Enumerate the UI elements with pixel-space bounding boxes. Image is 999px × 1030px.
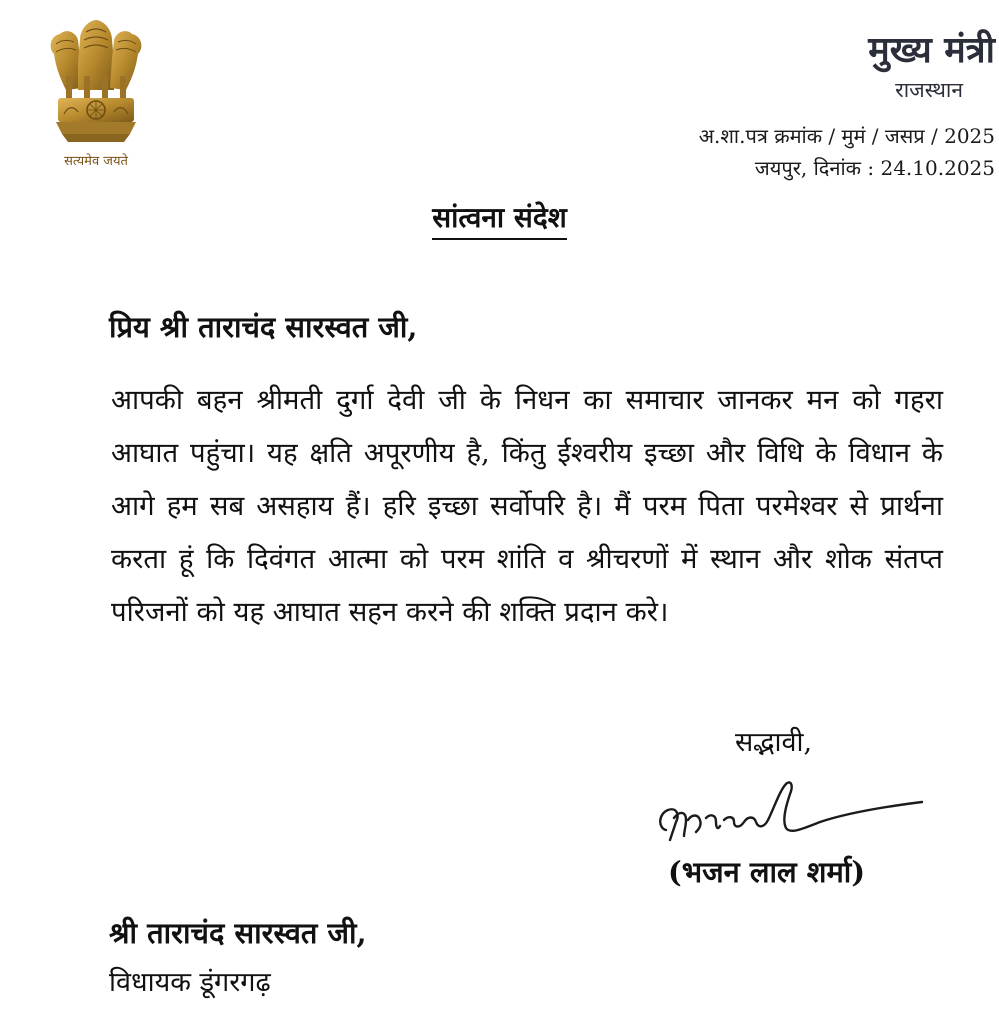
national-emblem-icon xyxy=(44,18,148,168)
signer-name: (भजन लाल शर्मा) xyxy=(668,855,866,889)
subject-heading xyxy=(0,198,999,236)
closing: सद्भावी, xyxy=(735,727,813,758)
handwritten-signature xyxy=(650,770,930,850)
addressee-designation: विधायक डूंगरगढ़ xyxy=(109,967,271,998)
letter-body: आपकी बहन श्रीमती दुर्गा देवी जी के निधन का समाचार जानकर मन को गहरा आघात पहुंचा। यह क्षति अपूरणीय है, किंतु ईश्वरीय इच्छा और विधि के विधान के आगे हम सब असहाय हैं। हरि इच्छा सर्वोपरि है। मैं परम पिता परमेश्वर से प्रार्थना करता हूं कि दिवंगत आत्मा को परम शांति व श्रीचरणों में स्थान और शोक संतप्त परिजनों को यह आघात सहन करने की शक्ति प्रदान करे। xyxy=(111,384,943,628)
salutation: प्रिय श्री ताराचंद सारस्वत जी, xyxy=(109,310,418,344)
place-date: जयपुर, दिनांक : 24.10.2025 xyxy=(754,156,995,180)
letterhead-title: मुख्य मंत्री xyxy=(868,29,995,71)
addressee-name: श्री ताराचंद सारस्वत जी, xyxy=(109,916,367,950)
subject-text: सांत्वना संदेश xyxy=(432,201,567,240)
letterhead-state: राजस्थान xyxy=(895,78,963,102)
emblem-motto: सत्यमेव जयते xyxy=(64,154,128,169)
reference-number: अ.शा.पत्र क्रमांक / मुमं / जसप्र / 2025 xyxy=(698,124,995,148)
